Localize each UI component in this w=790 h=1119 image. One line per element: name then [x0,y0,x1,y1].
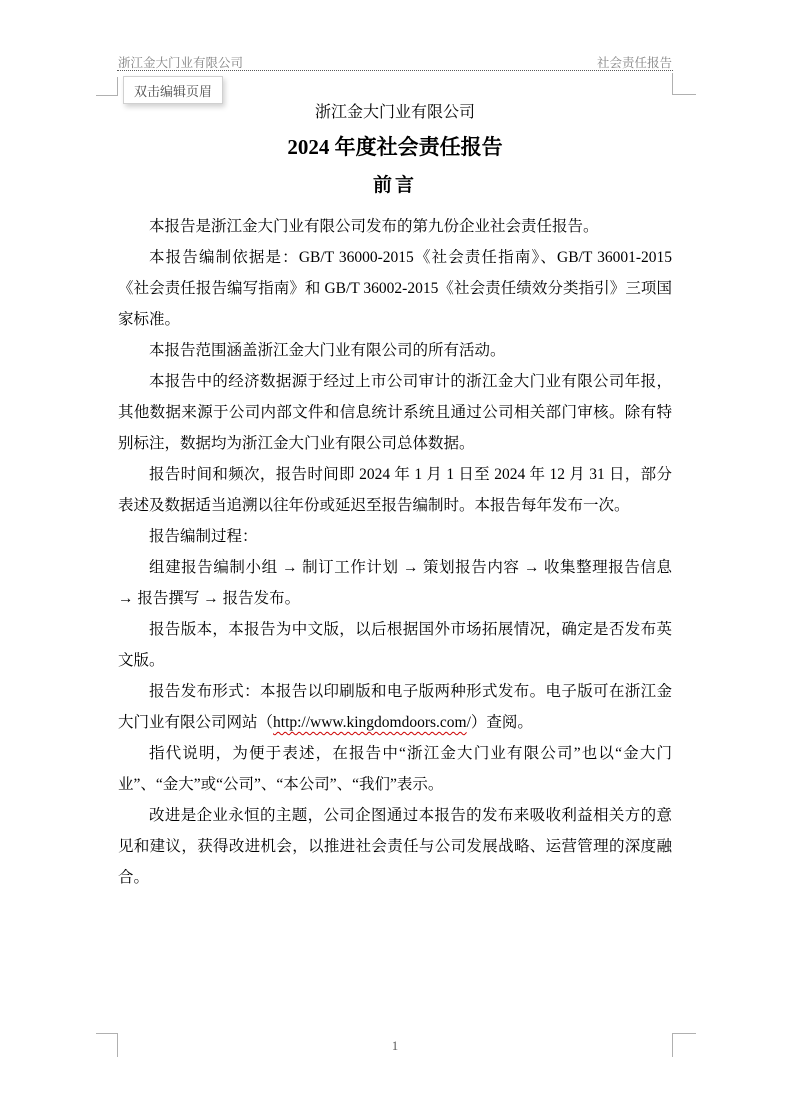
paragraph [118,242,672,335]
header-doc-title: 社会责任报告 [596,56,672,70]
section-title-foreword: 前言 [372,175,417,196]
paragraph [118,366,672,459]
website-url-spellcheck: http://www.kingdomdoors.com [273,714,467,731]
paragraph [118,459,672,521]
paragraph [118,800,672,893]
paragraph-text: /）查阅。 [466,714,533,731]
edit-header-tooltip[interactable]: 双击编辑页眉 [123,76,223,104]
paragraph-text: 报告时间和频次，报告时间即 2024 年 1 月 1 日至 2024 年 12 月 31 日，部分表述及数据适当追溯以往年份或延迟至报告编制时。本报告每年发布一次。 [118,466,672,514]
page-number: 1 [391,1039,399,1053]
paragraph-text: 报告版本，本报告为中文版，以后根据国外市场拓展情况，确定是否发布英文版。 [118,621,672,669]
body-paragraphs [118,211,672,893]
paragraph [118,552,672,614]
paragraph-text: 报告发布形式：本报告以印刷版和电子版两种形式发布。电子版可在浙江金大门业有限公司网站（ [118,683,672,731]
paragraph-text: 改进是企业永恒的主题，公司企图通过本报告的发布来吸收利益相关方的意见和建议，获得改进机会，以推进社会责任与公司发展战略、运营管理的深度融合。 [118,807,672,886]
paragraph [118,614,672,676]
paragraph [118,211,672,242]
margin-corner-mark-top-right [672,73,696,95]
paragraph [118,521,672,552]
company-title: 浙江金大门业有限公司 [314,104,475,121]
paragraph [118,738,672,800]
paragraph [118,335,672,366]
paragraph-text: 组建报告编制小组 → 制订工作计划 → 策划报告内容 → 收集整理报告信息 → 报告撰写 → 报告发布。 [118,559,672,607]
margin-corner-mark-top-left [96,77,118,96]
paragraph-text: 本报告是浙江金大门业有限公司发布的第九份企业社会责任报告。 [149,218,599,235]
paragraph [118,676,672,738]
paragraph-text: 本报告范围涵盖浙江金大门业有限公司的所有活动。 [149,342,506,359]
document-body [118,96,672,893]
paragraph-text: 指代说明，为便于表述，在报告中“浙江金大门业有限公司”也以“金大门业”、“金大”或“公司”、“本公司”、“我们”表示。 [118,745,672,793]
report-title: 2024 年度社会责任报告 [287,135,503,159]
paragraph-text: 本报告编制依据是：GB/T 36000-2015《社会责任指南》、GB/T 36001-2015《社会责任报告编写指南》和 GB/T 36002-2015《社会责任绩效分类指引》三项国家标准。 [118,249,672,328]
paragraph-text: 本报告中的经济数据源于经过上市公司审计的浙江金大门业有限公司年报，其他数据来源于公司内部文件和信息统计系统且通过公司相关部门审核。除有特别标注，数据均为浙江金大门业有限公司总体数据。 [118,373,672,452]
paragraph-text: 报告编制过程： [149,528,258,545]
header-company-name: 浙江金大门业有限公司 [118,56,244,70]
header-boundary-line [117,70,673,71]
